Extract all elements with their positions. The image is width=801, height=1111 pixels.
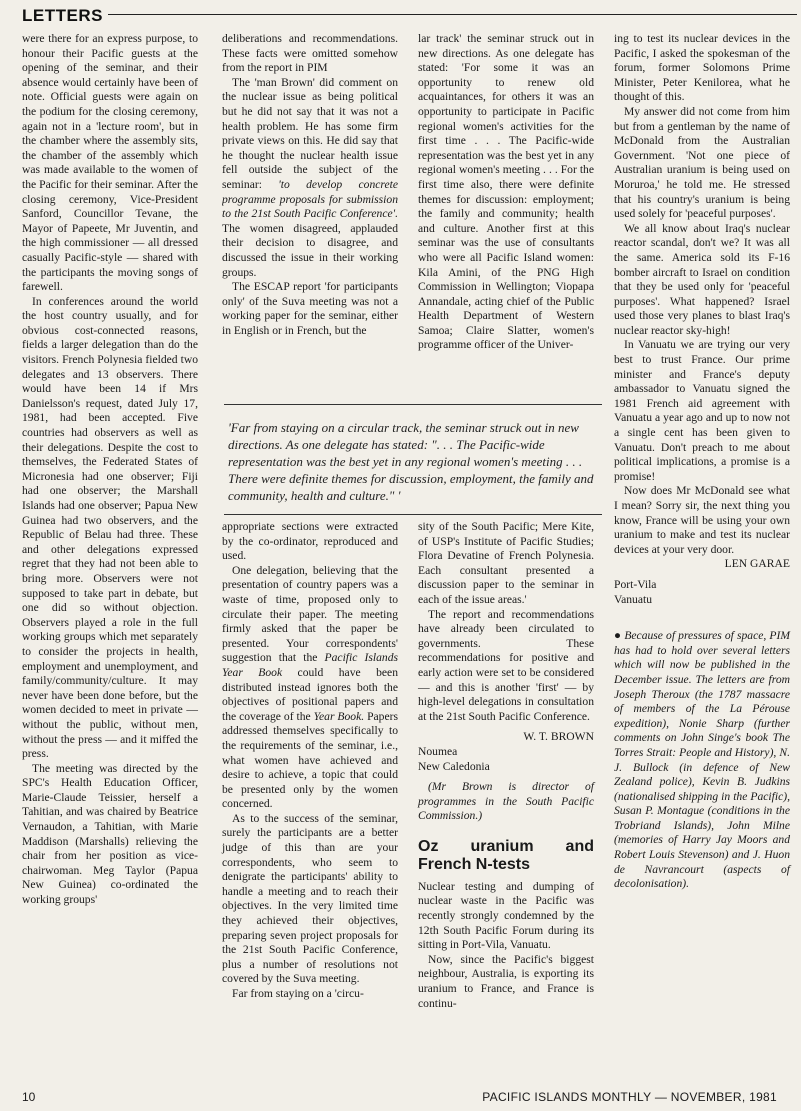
text-run: The 'man Brown' did comment on the nuclear issue as being political but he did not say that it was not a health problem. He has some firm private views on this. He did say that he thought the nuclear health issue fell outside the subject of the seminar: bbox=[222, 75, 398, 191]
heading-rule bbox=[108, 14, 797, 15]
paragraph bbox=[222, 564, 398, 812]
held-over-note bbox=[614, 629, 790, 892]
place-line: Noumea bbox=[418, 744, 458, 758]
signature: W. T. BROWN bbox=[523, 730, 594, 744]
letter-subhead: Oz uranium and French N-tests bbox=[418, 837, 594, 873]
column-2-top bbox=[222, 32, 398, 394]
paragraph: appropriate sections were extracted by the co-ordinator, reproduced and used. bbox=[222, 520, 398, 563]
italic-run: 'to develop concrete programme proposals for submission to the 21st South Pacific Conference'. bbox=[222, 177, 398, 221]
paragraph: The meeting was directed by the SPC's Health Education Officer, Marie-Claude Teissier, herself a Tahitian, and was chaired by Beatrice Vernaudon, a Tahitian, with Marie Maddison (Marshalls) relieving the chair from her position as vice-chairwoman. Meg Taylor (Papua New Guinea) co-ordinated the working groups' bbox=[22, 761, 198, 907]
text-run: The women disagreed, applauded their decision to disagree, and discussed the issue in their working groups. bbox=[222, 221, 398, 279]
text-run: One delegation, believing that the presentation of country papers was a waste of time, proposed only to circulate their paper. The meeting firmly asked that the paper be presented. Your correspondents' suggestion that the bbox=[222, 563, 398, 665]
bullet-icon: ● bbox=[614, 629, 625, 643]
paragraph: As to the success of the seminar, surely the participants are a better judge of this than are your correspondents, who seem to denigrate the participants' ability to handle a meeting and to reach their objectives. In the very limited time they achieved their objectives, preparing seven project proposals for the 21st South Pacific Conference, plus a number of resolutions not covered by the Suva meeting. bbox=[222, 811, 398, 986]
column-3-bottom bbox=[418, 520, 594, 1011]
italic-run: Year Book. bbox=[313, 709, 365, 723]
column-1 bbox=[22, 32, 198, 908]
paragraph: In conferences around the world the host country usually, and for obvious cost-connected reasons, fields a larger delegation than do the visitors. French Polynesia fielded two delegates and 13 observers. There would have been 14 if Mrs Danielsson's request, dated July 17, 1981, had been accepted. Five countries had observers as well as their delegations. Despite the cost to themselves, the Federated States of Micronesia had one observer; Fiji had one observer; the Marshall Islands had one observer; Papua New Guinea had two observers, and the Republic of Belau had three. These and other delegations expressed regret that they had not been able to bring more. Observers were not supposed to take part in debate, but one did so without objection. Observers played a role in the full working groups which met separately to consider the projects in health, employment and unemployment, and family/community/culture. It may never have been done before, but the women decided to meet in private — without the public, without men, without the press — and it miffed the press. bbox=[22, 294, 198, 761]
paragraph: Now, since the Pacific's biggest neighbour, Australia, is exporting its uranium to France, and France is continu- bbox=[418, 952, 594, 1010]
paragraph: Far from staying on a 'circu- bbox=[232, 987, 364, 1000]
paragraph: deliberations and recommendations. These facts were omitted somehow from the report in PIM bbox=[222, 32, 398, 75]
paragraph: My answer did not come from him but from a gentleman by the name of McDonald from the Australian Government. 'Not one piece of Australian uranium is being used on Moruroa,' he told me. He stressed that his country's uranium is being used solely for 'peaceful purposes'. bbox=[614, 104, 790, 221]
paragraph bbox=[222, 76, 398, 280]
paragraph: sity of the South Pacific; Mere Kite, of USP's Institute of Pacific Studies; Flora Devatine of French Polynesia. Each consultant presented a discussion paper to the seminar in each of the issue areas.' bbox=[418, 520, 594, 606]
paragraph: In Vanuatu we are trying our very best to trust France. Our prime minister and France's deputy ambassador to Vanuatu signed the 1981 French aid agreement with Vanuatu a year ago and up to now not a single cent has been given to Vanuatu. Don't preach to me about political implications, a promise is a promise! bbox=[614, 338, 790, 483]
paragraph: were there for an express purpose, to honour their Pacific guests at the opening of the seminar, and their absence would certainly have been of note. Official guests were again on the podium for the closing ceremony, again not in a 'lecture room', but in the chamber where the assembly sits, the chamber of the assembly which was made available to the women of the Pacific for their seminar. After the closing ceremony, Vice-President Sanford, Councillor Tevane, the Mayor of Papeete, Mr Juventin, and the high commissioner — all dressed casually Pacific-style — shared with the participants the moving songs of farewell. bbox=[22, 32, 198, 294]
italic-run: (Mr Brown is director of programmes in the South Pacific Commission.) bbox=[418, 780, 594, 823]
text-run: Papers addressed themselves specifically to the requirements of the seminar, i.e., what women have achieved and desire to achieve, a topic that could be presented only by the women concerned. bbox=[222, 709, 398, 811]
section-heading: LETTERS bbox=[22, 6, 103, 25]
place-line: Vanuatu bbox=[614, 592, 652, 606]
paragraph: Nuclear testing and dumping of nuclear waste in the Pacific was recently strongly condemned by the 12th South Pacific Forum during its sitting in Port-Vila, Vanuatu. bbox=[418, 879, 594, 952]
paragraph: The report and recommendations have already been circulated to governments. These recommendations for positive and early action were set to be considered — and this is another 'first' — by high-level delegations in consultation at the 21st South Pacific Conference. bbox=[418, 607, 594, 723]
page-footer: PACIFIC ISLANDS MONTHLY — NOVEMBER, 1981 bbox=[482, 1090, 777, 1104]
paragraph: Now does Mr McDonald see what I mean? Sorry sir, the next thing you know, France will be using your own uranium to make and test its nuclear devices at your very door. bbox=[614, 484, 790, 556]
paragraph: ing to test its nuclear devices in the Pacific, I asked the spokesman of the forum, former Solomons Prime Minister, Peter Kenilorea, what he thought of this. bbox=[614, 32, 790, 104]
place-line: New Caledonia bbox=[418, 759, 490, 773]
column-2-bottom bbox=[222, 520, 398, 1002]
text-run: could have been distributed instead ignores both the objectives of positional papers and the coverage of the bbox=[222, 665, 398, 723]
column-3-top bbox=[418, 32, 594, 394]
italic-run: Because of pressures of space, PIM has had to hold over several letters which will now be published in the December issue. The letters are from Joseph Theroux (the 1787 massacre of members of the La Pérouse expedition), Nonie Sharp (further comments on John Singe's book The Torres Strait: People and History), N. J. Bullock (in defence of New Zealand police), Kevin B. Judkins (nationalised shipping in the Pacific), Susan P. Montague (conditions in the Trobriand Islands), John Milne (memories of Harry Jay Moors and Robert Louis Stevenson) and J. Huon de Navrancourt (aspects of decolonisation). bbox=[614, 629, 790, 891]
column-4 bbox=[614, 32, 790, 892]
paragraph: The ESCAP report 'for participants only' of the Suva meeting was not a working paper for the seminar, either in English or in French, but the bbox=[222, 280, 398, 337]
page-number: 10 bbox=[22, 1090, 36, 1104]
place-line: Port-Vila bbox=[614, 577, 657, 591]
pull-quote: 'Far from staying on a circular track, the seminar struck out in new directions. As one delegate has stated: ". . . The Pacific-wide representation was the best yet in any regional women's meeting . . . There were definite themes for discussion, employment, the family and community, health and culture." ' bbox=[224, 404, 602, 515]
italic-run: Pacific Islands Year Book bbox=[222, 651, 399, 679]
paragraph: lar track' the seminar struck out in new directions. As one delegate has stated: 'For some it was an opportunity to renew old acquaintances, for others it was an opportunity to participate in Pacific regional women's activities for the first time . . . The Pacific-wide representation was the best yet in any regional women's meeting . . . For the first time also, there were definite themes for discussion: employment; the family and community; health and culture. Another first at this seminar was the use of consultants who were all Pacific Island women: Kila Amini, of the PNG High Commission in Wellington; Viopapa Annandale, acting chief of the Public Health Department of Western Samoa; Claire Slatter, women's programme officer of the Univer- bbox=[418, 32, 594, 352]
signature: LEN GARAE bbox=[724, 557, 790, 571]
editor-note bbox=[418, 780, 594, 824]
paragraph: We all know about Iraq's nuclear reactor scandal, don't we? It was all the same. America sold its F-16 bomber aircraft to Israel on condition that they be used only for 'peaceful purposes'. What happened? Israel used those very planes to blast Iraq's nuclear reactor sky-high! bbox=[614, 221, 790, 337]
